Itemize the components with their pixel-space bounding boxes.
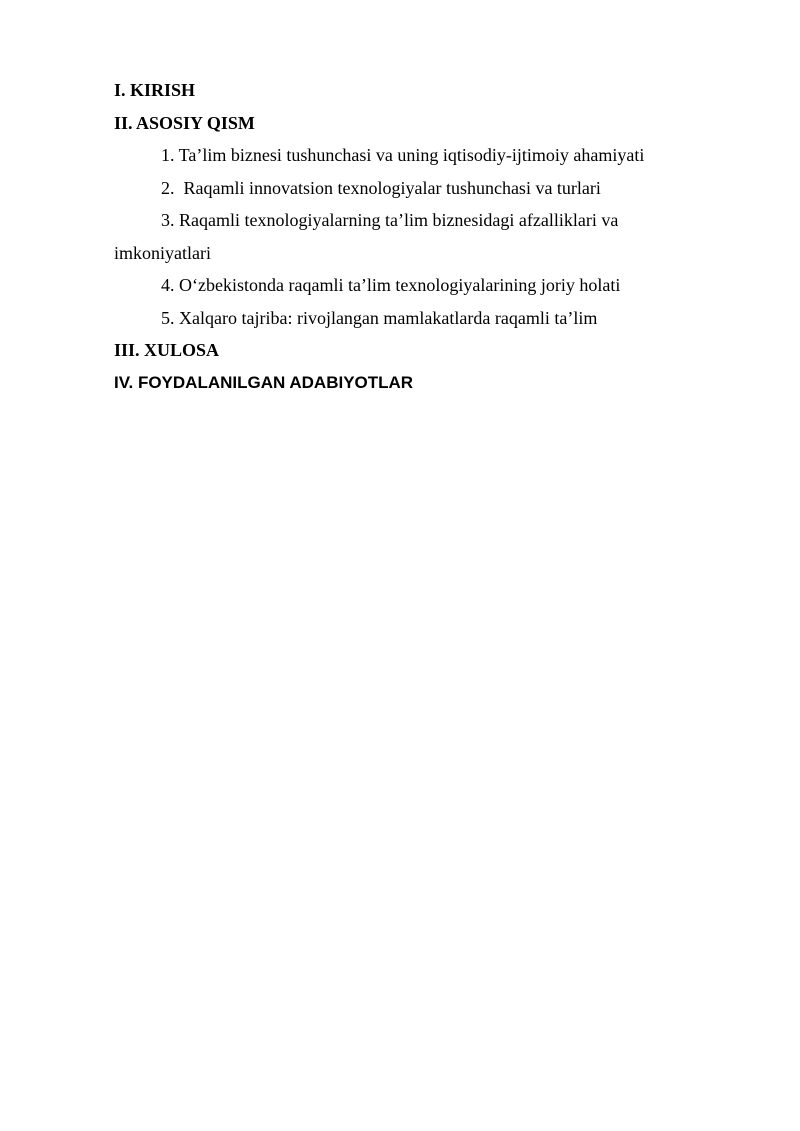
toc-item-2: 2. Raqamli innovatsion texnologiyalar tushunchasi va turlari: [161, 177, 601, 198]
heading-asosiy-qism: II. ASOSIY QISM: [114, 112, 255, 133]
toc-item-5: 5. Xalqaro tajriba: rivojlangan mamlakatlarda raqamli ta’lim: [161, 307, 598, 328]
heading-xulosa: III. XULOSA: [114, 340, 220, 360]
toc-item-4: 4. O‘zbekistonda raqamli ta’lim texnologiyalarining joriy holati: [161, 275, 621, 295]
table-of-contents: [114, 74, 694, 399]
toc-item-1: 1. Ta’lim biznesi tushunchasi va uning iqtisodiy-ijtimoiy ahamiyati: [161, 145, 645, 165]
toc-item-3: 3. Raqamli texnologiyalarning ta’lim biznesidagi afzalliklari va imkoniyatlari: [114, 210, 619, 263]
heading-kirish: I. KIRISH: [114, 80, 196, 100]
heading-foydalanilgan-adabiyotlar: IV. FOYDALANILGAN ADABIYOTLAR: [114, 372, 414, 392]
